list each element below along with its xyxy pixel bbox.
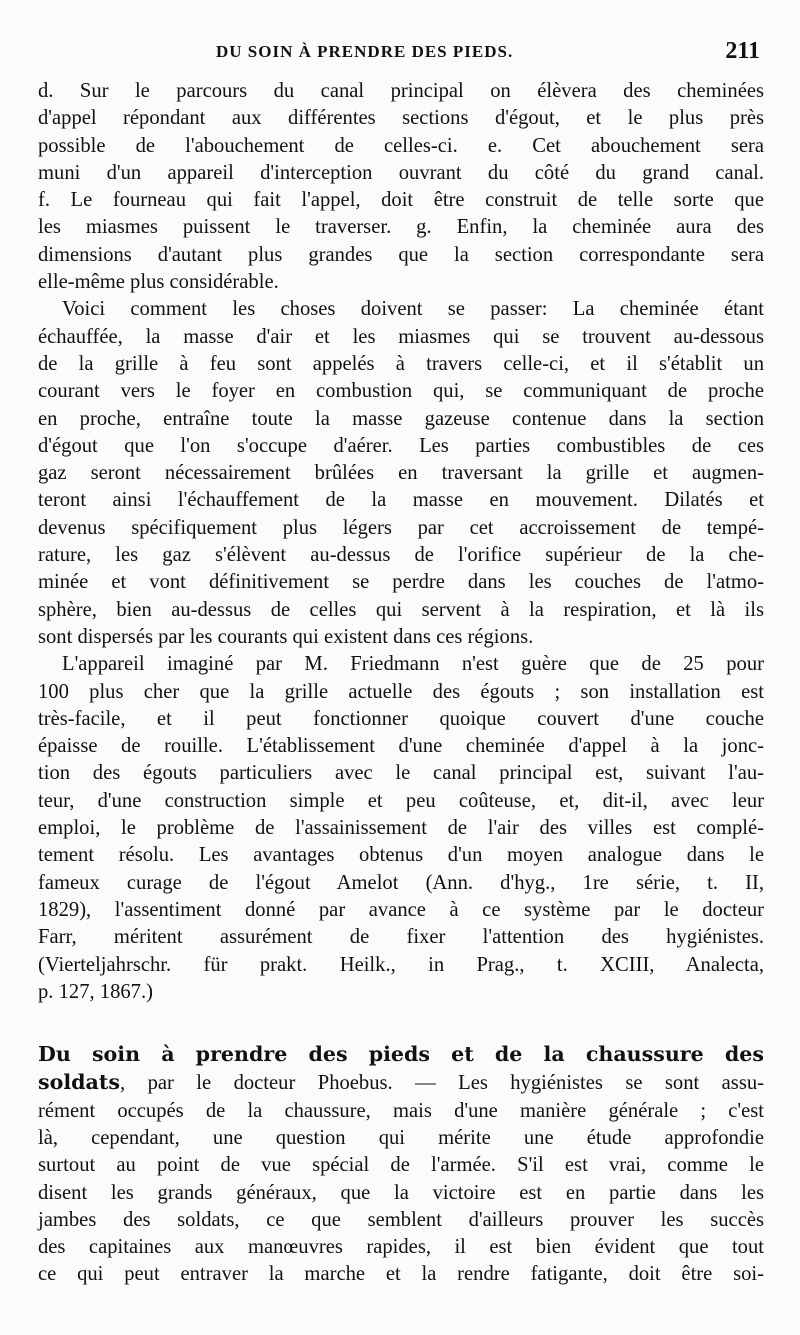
text-line: 1829), l'assentiment donné par avance à ce système par le docteur: [38, 898, 764, 921]
text-line: devenus spécifiquement plus légers par cet accroissement de tempé-: [38, 516, 764, 539]
text-line: 100 plus cher que la grille actuelle des égouts ; son installation est: [38, 680, 764, 703]
text-line: épaisse de rouille. L'établissement d'une cheminée d'appel à la jonc-: [38, 735, 764, 758]
running-title: DU SOIN À PRENDRE DES PIEDS.: [216, 42, 514, 61]
text-line: dimensions d'autant plus grandes que la section correspondante sera: [38, 243, 764, 266]
text-line: rature, les gaz s'élèvent au-dessus de l'orifice supérieur de la che-: [38, 544, 764, 567]
page-number: 211: [725, 38, 760, 64]
paragraph-3: [38, 651, 764, 1006]
text-line: f. Le fourneau qui fait l'appel, doit être construit de telle sorte que: [38, 189, 764, 212]
section-gap: [38, 1006, 764, 1041]
text-line: Farr, méritent assurément de fixer l'attention des hygiénistes.: [38, 926, 764, 949]
text-line: très-facile, et il peut fonctionner quoique couvert d'une couche: [38, 707, 764, 730]
section-title: Du soin à prendre des pieds et de la chaussure des: [38, 1042, 764, 1067]
text-line: surtout au point de vue spécial de l'armée. S'il est vrai, comme le: [38, 1154, 764, 1177]
section-title-end: soldats: [38, 1070, 121, 1095]
text-line: L'appareil imaginé par M. Friedmann n'est guère que de 25 pour: [62, 653, 764, 676]
text-line: en proche, entraîne toute la masse gazeuse contenue dans la section: [38, 407, 764, 430]
text-line: tion des égouts particuliers avec le canal principal est, suivant l'au-: [38, 762, 764, 785]
paragraph-1: [38, 78, 764, 296]
text-line: courant vers le foyer en combustion qui, se communiquant de proche: [38, 380, 764, 403]
text-line: d'appel répondant aux différentes sections d'égout, et le plus près: [38, 107, 764, 130]
text-line: gaz seront nécessairement brûlées en traversant la grille et augmen-: [38, 462, 764, 485]
text-line: jambes des soldats, ce que semblent d'ailleurs prouver les succès: [38, 1208, 764, 1231]
text-line: là, cependant, une question qui mérite une étude approfondie: [38, 1126, 764, 1149]
text-line: d. Sur le parcours du canal principal on élèvera des cheminées: [38, 80, 764, 102]
section-heading-line: [38, 1041, 764, 1069]
text-line: Voici comment les choses doivent se passer: La cheminée étant: [62, 298, 764, 321]
text-line: sont dispersés par les courants qui existent dans ces régions.: [38, 625, 534, 648]
text-line: tement résolu. Les avantages obtenus d'un moyen analogue dans le: [38, 844, 764, 867]
text-line: de la grille à feu sont appelés à travers celle-ci, et il s'établit un: [38, 352, 764, 375]
text-line: minée et vont définitivement se perdre dans les couches de l'atmo-: [38, 571, 764, 594]
text-line: (Vierteljahrschr. für prakt. Heilk., in Prag., t. XCIII, Analecta,: [38, 953, 764, 976]
text-line: échauffée, la masse d'air et les miasmes qui se trouvent au-dessous: [38, 325, 764, 348]
text-line: teront ainsi l'échauffement de la masse en mouvement. Dilatés et: [38, 489, 764, 512]
text-line: les miasmes puissent le traverser. g. Enfin, la cheminée aura des: [38, 216, 764, 239]
text-line: sphère, bien au-dessus de celles qui servent à la respiration, et là ils: [38, 598, 764, 621]
text-line: p. 127, 1867.): [38, 980, 153, 1003]
text-line: fameux curage de l'égout Amelot (Ann. d'hyg., 1re série, t. II,: [38, 871, 764, 894]
text-line: disent les grands généraux, que la victoire est en partie dans les: [38, 1181, 764, 1204]
text-line: emploi, le problème de l'assainissement de l'air des villes est complé-: [38, 817, 764, 840]
text-line: [38, 1069, 764, 1097]
text-line: des capitaines aux manœuvres rapides, il est bien évident que tout: [38, 1236, 764, 1259]
text-line: elle-même plus considérable.: [38, 271, 279, 294]
section-first-line-rest: , par le docteur Phoebus. — Les hygiénistes se sont assu-: [120, 1072, 764, 1095]
text-line: possible de l'abouchement de celles-ci. e. Cet abouchement sera: [38, 134, 764, 157]
text-line: d'égout que l'on s'occupe d'aérer. Les parties combustibles de ces: [38, 434, 764, 457]
paragraph-2: [38, 296, 764, 651]
text-line: muni d'un appareil d'interception ouvrant du côté du grand canal.: [38, 161, 764, 184]
text-line: teur, d'une construction simple et peu coûteuse, et, dit-il, avec leur: [38, 789, 764, 812]
section-paragraph: [38, 1041, 764, 1289]
page-header: [38, 38, 760, 70]
text-line: ce qui peut entraver la marche et la rendre fatigante, doit être soi-: [38, 1263, 764, 1286]
body-text: [38, 78, 764, 1289]
text-line: rément occupés de la chaussure, mais d'une manière générale ; c'est: [38, 1099, 764, 1122]
